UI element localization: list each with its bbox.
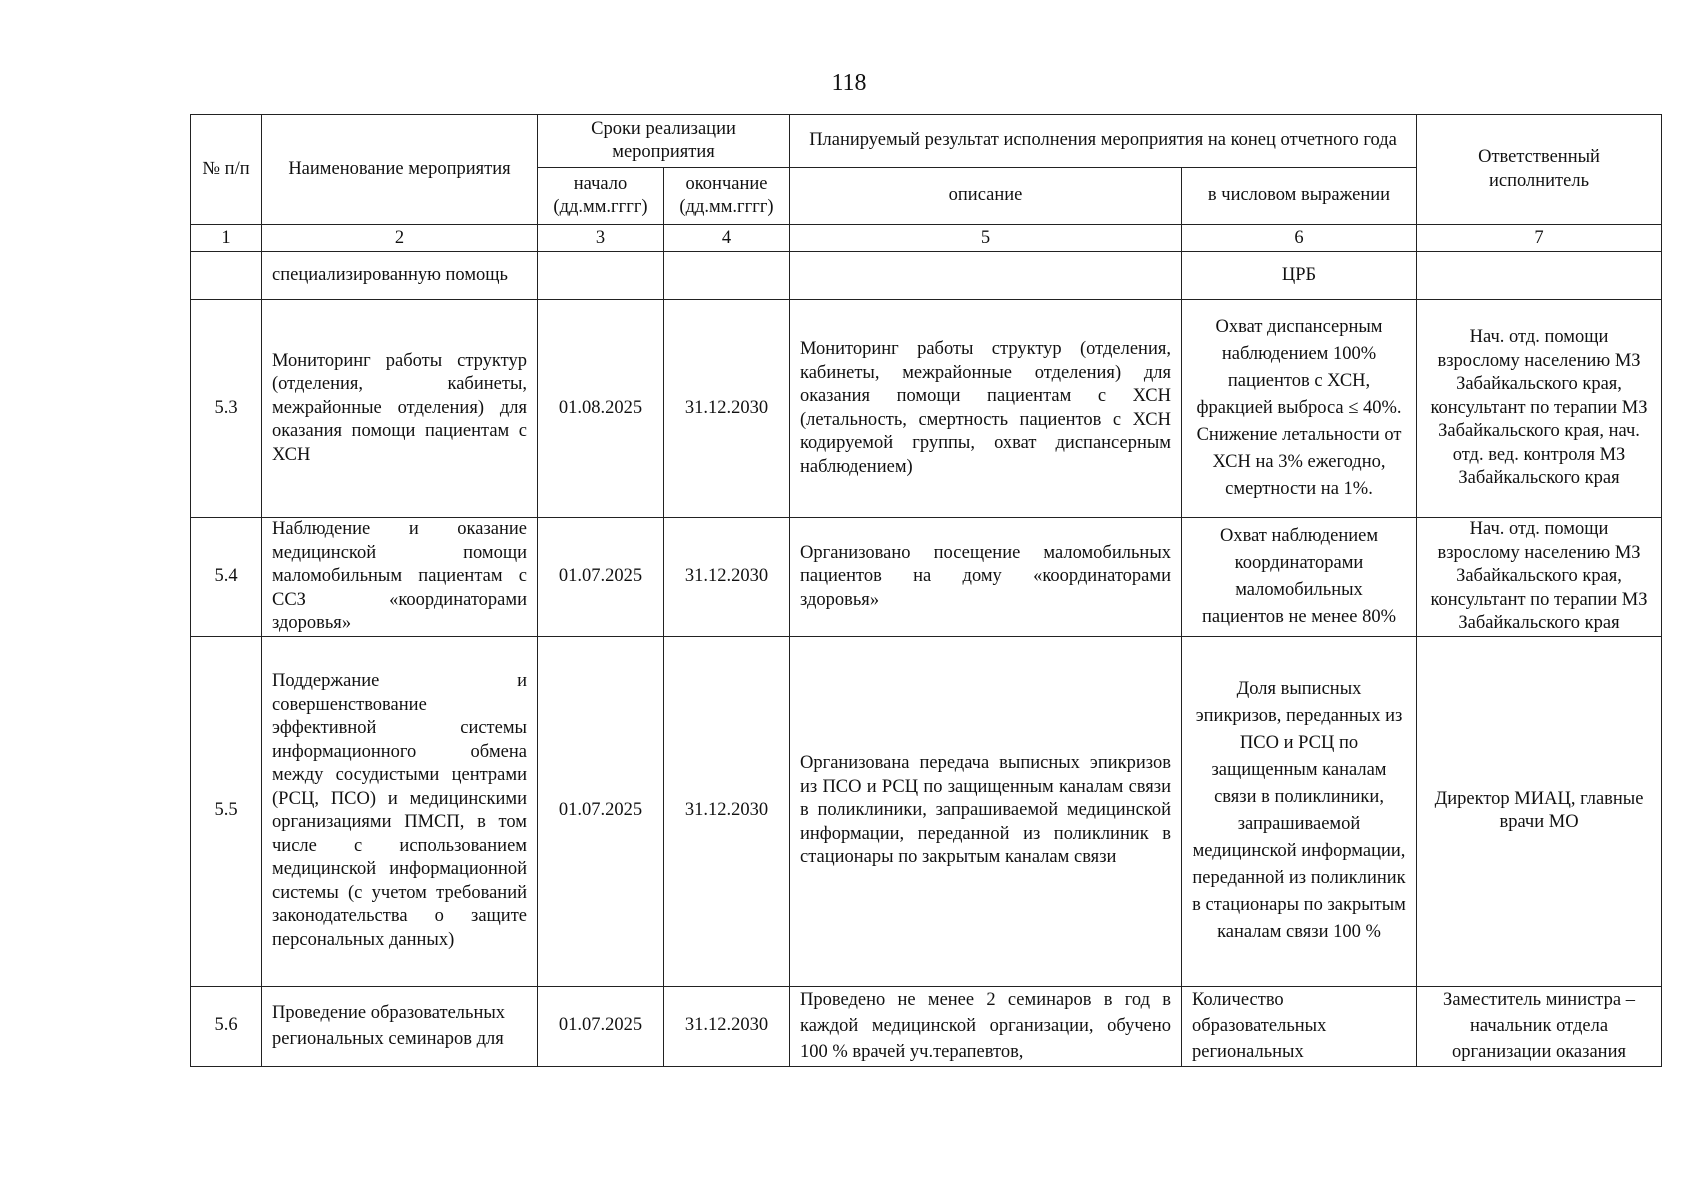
continuation-row	[191, 252, 1662, 300]
page-number: 118	[831, 70, 867, 96]
row-start: 01.07.2025	[538, 636, 664, 986]
header-num: № п/п	[191, 115, 262, 225]
row-description: Проведено не менее 2 семинаров в год в каждой медицинской организации, обучено 100 % врачей уч.терапевтов,	[790, 986, 1182, 1066]
row-num: 5.4	[191, 518, 262, 637]
header-name: Наименование мероприятия	[262, 115, 538, 225]
row-numeric: Доля выписных эпикризов, переданных из ПСО и РСЦ по защищенным каналам связи в поликлиники, запрашиваемой медицинской информации, переданной из поликлиник в стационары по закрытым каналам связи 100 %	[1182, 636, 1417, 986]
row-name: Поддержание и совершенствование эффективной системы информационного обмена между сосудистыми центрами (РСЦ, ПСО) и медицинскими организациями ПМСП, в том числе с использованием медицинской информационной системы (с учетом требований законодательства о защите персональных данных)	[262, 636, 538, 986]
row-end: 31.12.2030	[664, 636, 790, 986]
row-start: 01.07.2025	[538, 518, 664, 637]
table-row	[191, 300, 1662, 518]
row-num: 5.6	[191, 986, 262, 1066]
row-description: Мониторинг работы структур (отделения, кабинеты, межрайонные отделения) для оказания помощи пациентам с ХСН (летальность, смертность пациентов с ХСН кодируемой группы, охват диспансерным наблюдением)	[790, 300, 1182, 518]
column-number: 2	[262, 225, 538, 252]
header-end: окончание (дд.мм.гггг)	[664, 168, 790, 225]
row-responsible: Заместитель министра – начальник отдела организации оказания	[1417, 986, 1662, 1066]
continuation-numeric: ЦРБ	[1182, 252, 1417, 300]
row-num: 5.3	[191, 300, 262, 518]
column-number-row	[191, 225, 1662, 252]
row-start: 01.08.2025	[538, 300, 664, 518]
row-end: 31.12.2030	[664, 300, 790, 518]
row-name: Проведение образовательных региональных семинаров для	[262, 986, 538, 1066]
row-description: Организована передача выписных эпикризов из ПСО и РСЦ по защищенным каналам связи в поликлиники, запрашиваемой медицинской информации, переданной из поликлиник в стационары по закрытым каналам связи	[790, 636, 1182, 986]
column-number: 7	[1417, 225, 1662, 252]
table-row	[191, 518, 1662, 637]
column-number: 6	[1182, 225, 1417, 252]
row-name: Наблюдение и оказание медицинской помощи маломобильным пациентам с ССЗ «координаторами здоровья»	[262, 518, 538, 637]
table-row	[191, 986, 1662, 1066]
row-responsible: Нач. отд. помощи взрослому населению МЗ Забайкальского края, консультант по терапии МЗ Забайкальского края	[1417, 518, 1662, 637]
row-num: 5.5	[191, 636, 262, 986]
header-start: начало (дд.мм.гггг)	[538, 168, 664, 225]
header-description: описание	[790, 168, 1182, 225]
row-name: Мониторинг работы структур (отделения, кабинеты, межрайонные отделения) для оказания помощи пациентам с ХСН	[262, 300, 538, 518]
continuation-name: специализированную помощь	[262, 252, 538, 300]
column-number: 1	[191, 225, 262, 252]
column-number: 3	[538, 225, 664, 252]
row-end: 31.12.2030	[664, 518, 790, 637]
row-description: Организовано посещение маломобильных пациентов на дому «координаторами здоровья»	[790, 518, 1182, 637]
row-start: 01.07.2025	[538, 986, 664, 1066]
header-terms: Сроки реализации мероприятия	[538, 115, 790, 168]
header-responsible: Ответственный исполнитель	[1417, 115, 1662, 225]
column-number: 4	[664, 225, 790, 252]
row-end: 31.12.2030	[664, 986, 790, 1066]
column-number: 5	[790, 225, 1182, 252]
row-numeric: Охват наблюдением координаторами маломобильных пациентов не менее 80%	[1182, 518, 1417, 637]
row-numeric: Охват диспансерным наблюдением 100% пациентов с ХСН, фракцией выброса ≤ 40%. Снижение летальности от ХСН на 3% ежегодно, смертности на 1%.	[1182, 300, 1417, 518]
header-result: Планируемый результат исполнения мероприятия на конец отчетного года	[790, 115, 1417, 168]
header-numeric: в числовом выражении	[1182, 168, 1417, 225]
table-row	[191, 636, 1662, 986]
row-numeric: Количество образовательных региональных	[1182, 986, 1417, 1066]
measures-table	[190, 114, 1662, 1067]
row-responsible: Нач. отд. помощи взрослому населению МЗ Забайкальского края, консультант по терапии МЗ Забайкальского края, нач. отд. вед. контроля МЗ Забайкальского края	[1417, 300, 1662, 518]
header-row	[191, 115, 1662, 168]
row-responsible: Директор МИАЦ, главные врачи МО	[1417, 636, 1662, 986]
